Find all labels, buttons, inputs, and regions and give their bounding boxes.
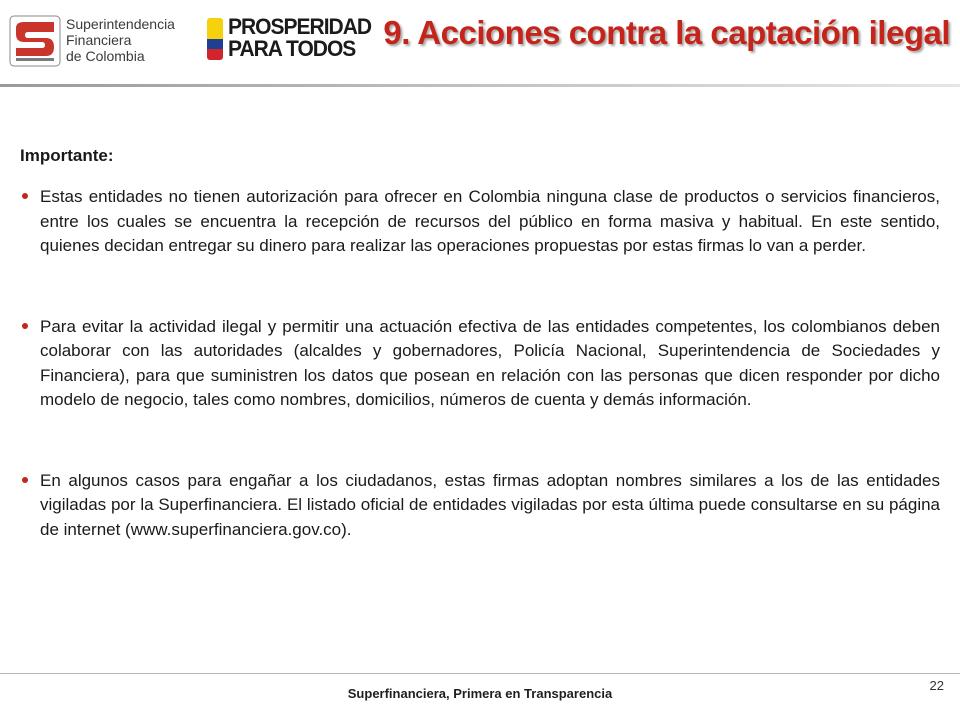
colombia-flag-icon xyxy=(207,18,223,60)
bullet-dot-icon xyxy=(22,477,28,483)
bullet-text: Estas entidades no tienen autorización para ofrecer en Colombia ninguna clase de productos o servicios financieros, entre los cuales se encuentra la recepción de recursos del público en forma masiva y habitual. En este sentido, quienes decidan entregar su dinero para realizar las operaciones propuestas por estas firmas lo van a perder. xyxy=(40,187,940,255)
slide-body xyxy=(20,146,940,542)
bullet-dot-icon xyxy=(22,323,28,329)
bullet-item xyxy=(20,315,940,413)
prosperidad-logo xyxy=(207,14,372,64)
bullet-text: Para evitar la actividad ilegal y permitir una actuación efectiva de las entidades competentes, los colombianos deben colaborar con las autoridades (alcaldes y gobernadores, Policía Nacional, Superintendencia de Sociedades y Financiera), para que suministren los datos que posean en relación con las personas que dicen responder por dicho modelo de negocio, tales como nombres, domicilios, números de cuenta y demás información. xyxy=(40,316,940,409)
superintendencia-emblem-icon xyxy=(8,14,62,68)
bullet-item xyxy=(20,185,940,259)
bullet-text: En algunos casos para engañar a los ciudadanos, estas firmas adoptan nombres similares a los de las entidades vigiladas por la Superfinanciera. El listado oficial de entidades vigiladas por esta última puede consultarse en su página de internet (www.superfinanciera.gov.co). xyxy=(40,470,940,539)
header-divider xyxy=(0,84,960,87)
superintendencia-logo xyxy=(8,10,208,68)
page-number: 22 xyxy=(929,678,944,693)
org-logo-line: Superintendencia xyxy=(66,16,175,32)
footer-divider xyxy=(0,673,960,674)
campaign-logo-line: PARA TODOS xyxy=(228,36,356,62)
slide-title: 9. Acciones contra la captación ilegal xyxy=(383,14,950,51)
campaign-logo-line: PROSPERIDAD xyxy=(228,14,372,40)
footer-tagline: Superfinanciera, Primera en Transparencia xyxy=(347,686,613,701)
bullet-dot-icon xyxy=(22,193,28,199)
superintendencia-name xyxy=(66,16,175,64)
bullet-item xyxy=(20,469,940,543)
org-logo-line: Financiera xyxy=(66,32,132,48)
section-heading: Importante: xyxy=(20,146,114,165)
prosperidad-wordmark xyxy=(228,16,371,60)
org-logo-line: de Colombia xyxy=(66,48,145,64)
slide-header xyxy=(0,0,960,80)
